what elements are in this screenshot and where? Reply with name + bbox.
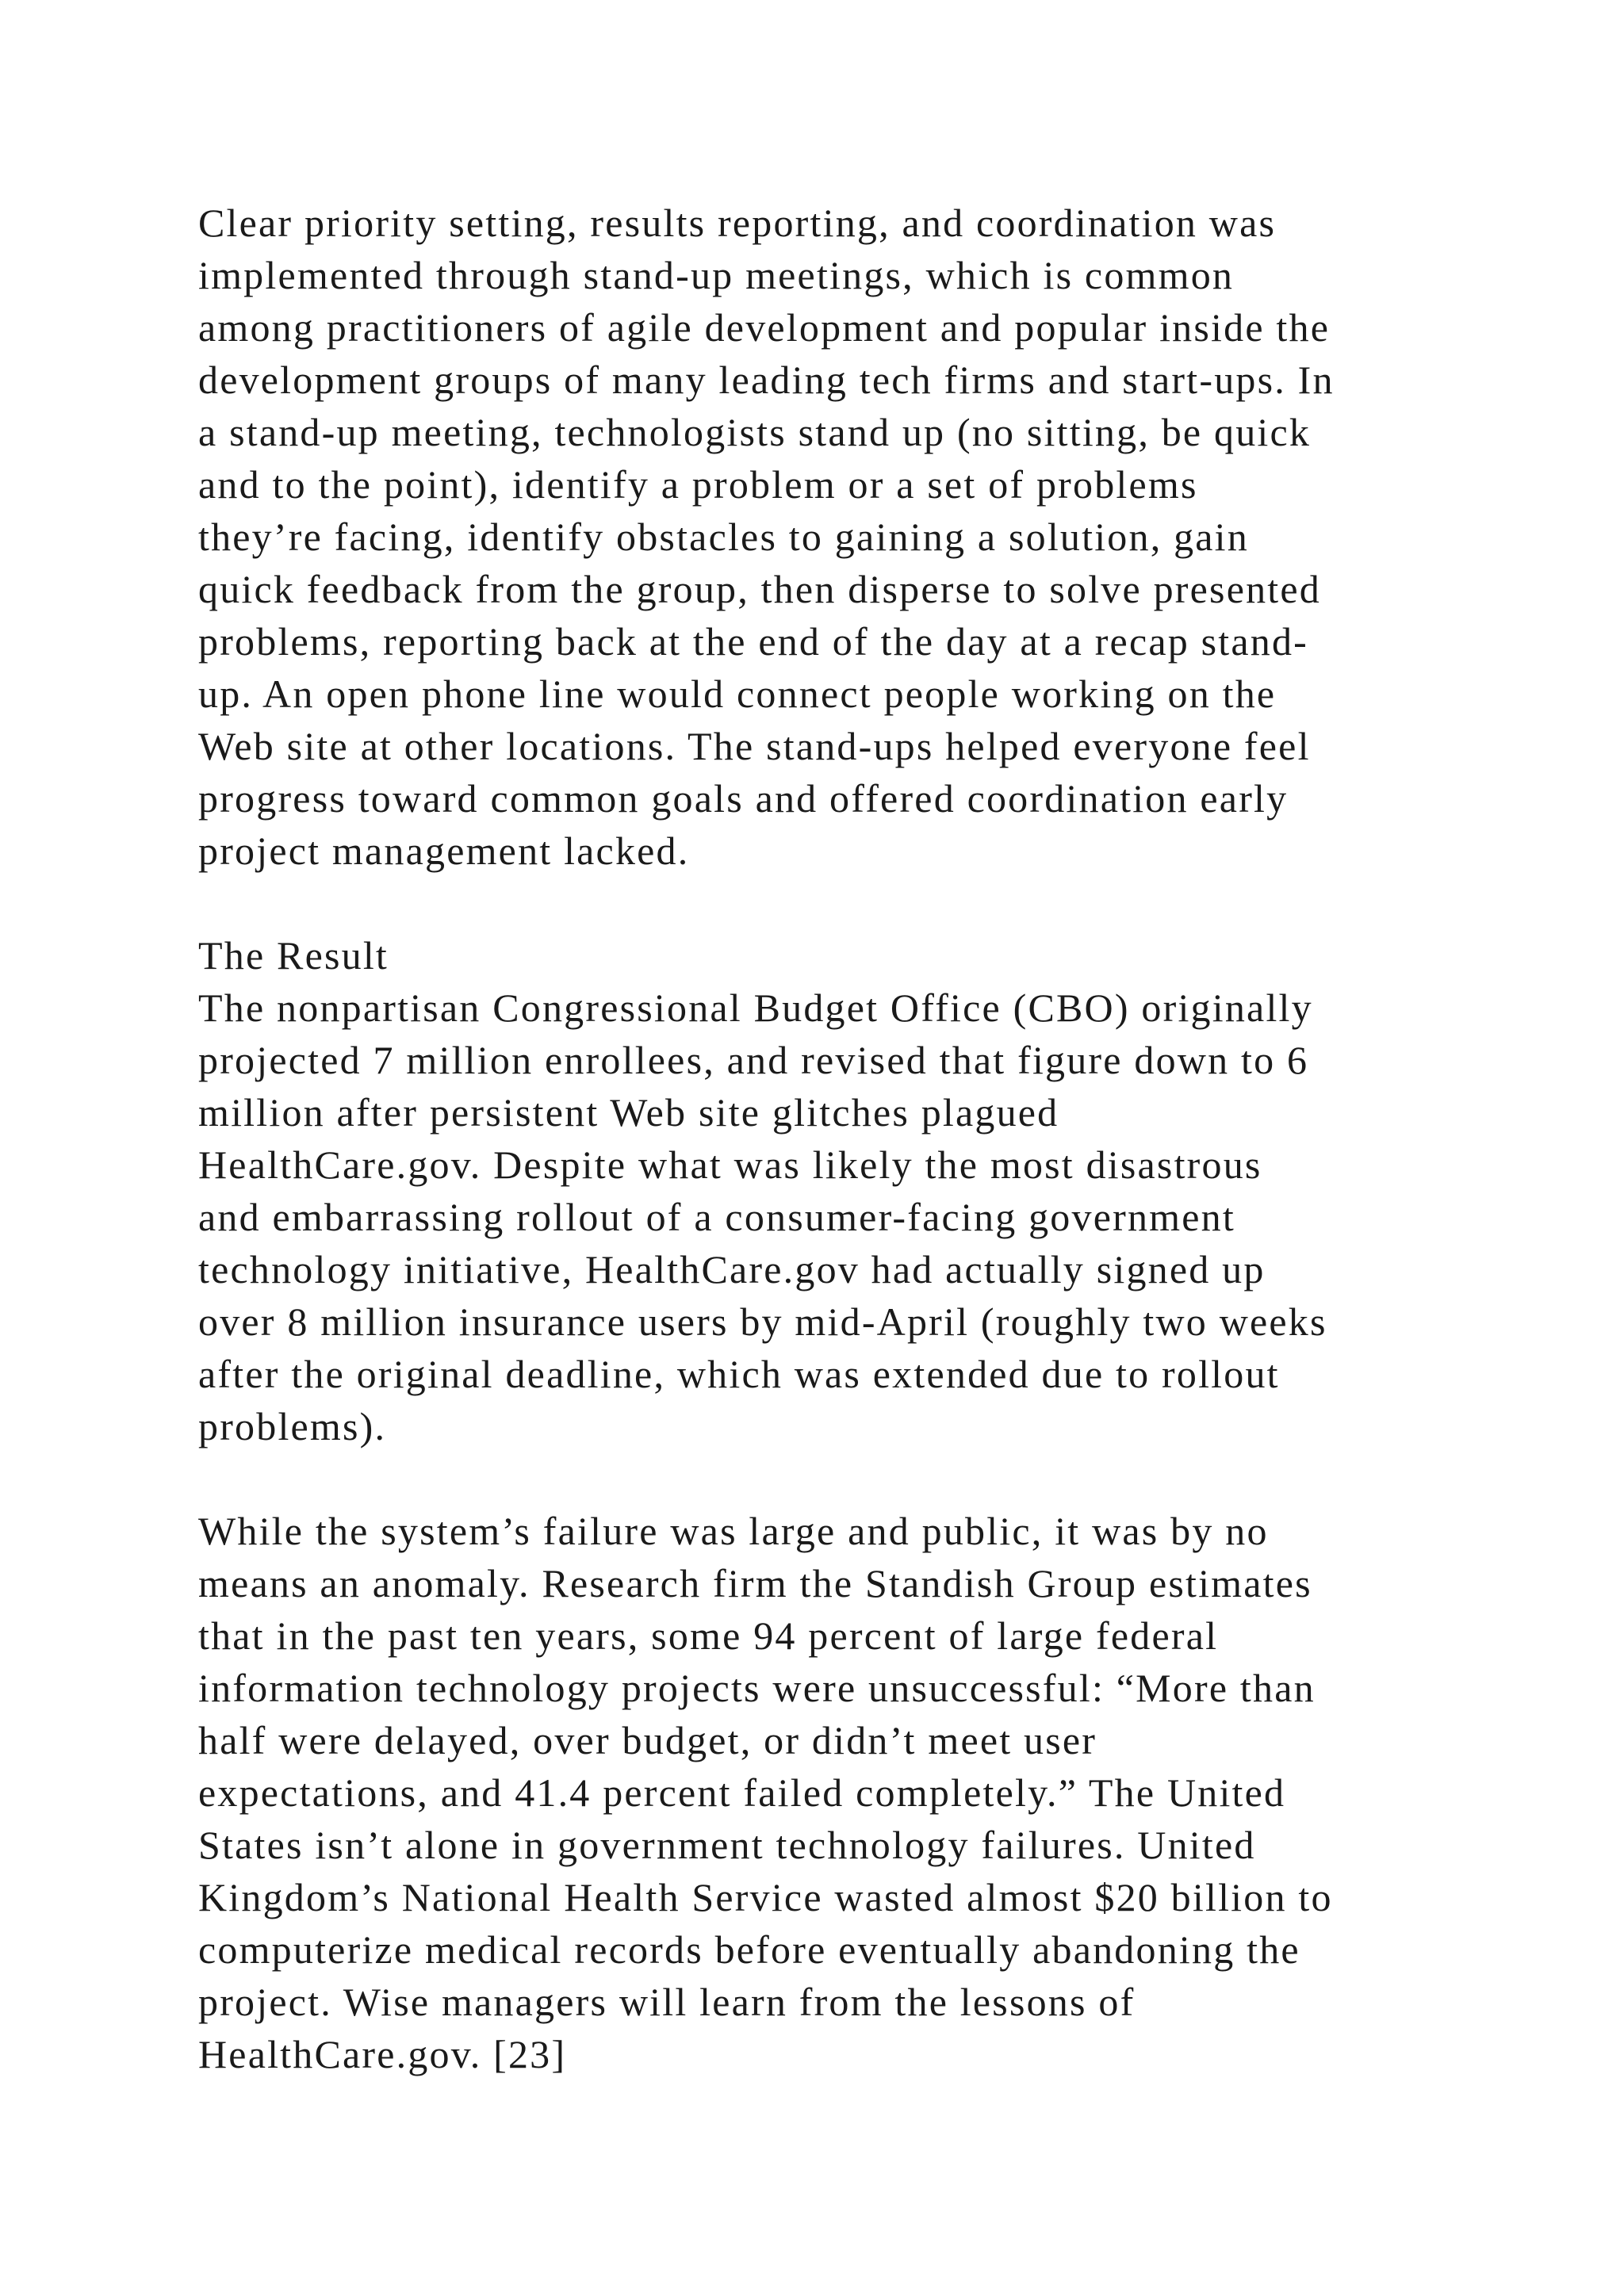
text-line: implemented through stand-up meetings, which is common — [198, 253, 1235, 297]
paragraph-gap — [198, 1452, 1483, 1505]
text-line: project management lacked. — [198, 828, 690, 873]
text-line: up. An open phone line would connect people working on the — [198, 672, 1277, 716]
text-line: technology initiative, HealthCare.gov had actually signed up — [198, 1247, 1266, 1292]
text-line: that in the past ten years, some 94 percent of large federal — [198, 1613, 1219, 1658]
text-line: Kingdom’s National Health Service wasted almost $20 billion to — [198, 1875, 1333, 1919]
paragraph-the-result — [198, 982, 1483, 1452]
text-line: million after persistent Web site glitches plagued — [198, 1090, 1059, 1135]
text-line: half were delayed, over budget, or didn’t meet user — [198, 1718, 1097, 1762]
text-line: While the system’s failure was large and public, it was by no — [198, 1509, 1269, 1553]
text-line: States isn’t alone in government technology failures. United — [198, 1823, 1256, 1867]
text-line: projected 7 million enrollees, and revised that figure down to 6 — [198, 1038, 1309, 1082]
text-line: and embarrassing rollout of a consumer-facing government — [198, 1195, 1235, 1239]
text-line: Clear priority setting, results reporting, and coordination was — [198, 201, 1277, 245]
paragraph-stand-up-meetings — [198, 197, 1483, 877]
paragraph-gap — [198, 877, 1483, 929]
text-line: means an anomaly. Research firm the Standish Group estimates — [198, 1561, 1312, 1605]
document-body — [198, 197, 1483, 2080]
text-line: The nonpartisan Congressional Budget Office (CBO) originally — [198, 985, 1313, 1030]
text-line: development groups of many leading tech firms and start-ups. In — [198, 358, 1335, 402]
section-heading: The Result — [198, 933, 389, 978]
paragraph-system-failure — [198, 1505, 1483, 2080]
text-line: computerize medical records before eventually abandoning the — [198, 1927, 1300, 1972]
text-line: HealthCare.gov. [23] — [198, 2032, 567, 2076]
text-line: expectations, and 41.4 percent failed completely.” The United — [198, 1770, 1286, 1815]
text-line: Web site at other locations. The stand-ups helped everyone feel — [198, 724, 1311, 768]
text-line: and to the point), identify a problem or a set of problems — [198, 462, 1198, 507]
text-line: problems). — [198, 1404, 387, 1448]
text-line: progress toward common goals and offered coordination early — [198, 776, 1289, 821]
text-line: after the original deadline, which was extended due to rollout — [198, 1352, 1280, 1396]
text-line: a stand-up meeting, technologists stand up (no sitting, be quick — [198, 410, 1312, 454]
text-line: among practitioners of agile development and popular inside the — [198, 305, 1331, 350]
text-line: HealthCare.gov. Despite what was likely the most disastrous — [198, 1142, 1262, 1187]
text-line: information technology projects were unsuccessful: “More than — [198, 1666, 1316, 1710]
text-line: problems, reporting back at the end of the day at a recap stand- — [198, 619, 1309, 664]
text-line: project. Wise managers will learn from the lessons of — [198, 1980, 1136, 2024]
text-line: they’re facing, identify obstacles to gaining a solution, gain — [198, 515, 1249, 559]
text-line: quick feedback from the group, then disperse to solve presented — [198, 567, 1321, 611]
text-line: over 8 million insurance users by mid-April (roughly two weeks — [198, 1299, 1327, 1344]
